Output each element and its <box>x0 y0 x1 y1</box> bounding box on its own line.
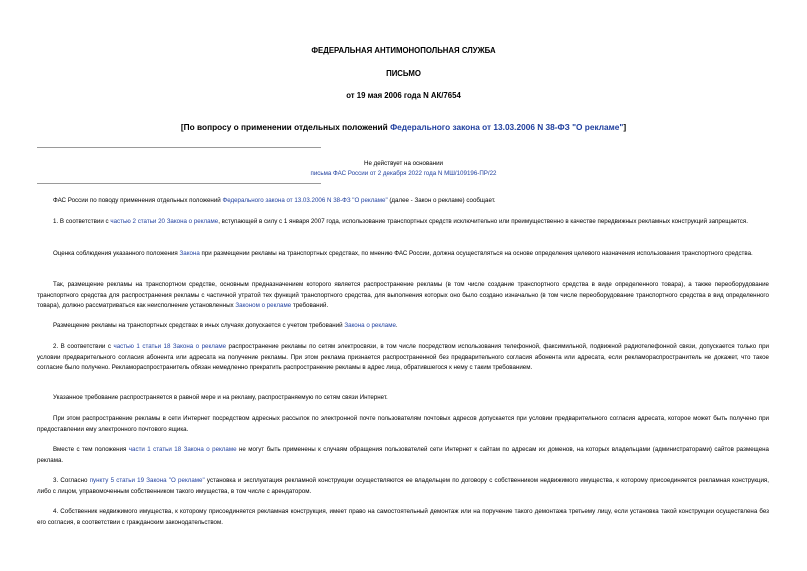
paragraph-2: Оценка соблюдения указанного положения Закона при размещении рекламы на транспортных средствах, по мнению ФАС России, должна осуществляться на основе определения целевого назначения использования транспортного средства. <box>53 250 753 257</box>
law-link[interactable]: Закона <box>179 250 200 257</box>
paragraph-6: Указанное требование распространяется в равной мере и на рекламу, распространяемую по сетям связи Интернет. <box>53 394 388 401</box>
repeal-letter-link[interactable]: письма ФАС России от 2 декабря 2022 года N МШ/109196-ПР/22 <box>310 170 497 177</box>
agency-title: ФЕДЕРАЛЬНАЯ АНТИМОНОПОЛЬНАЯ СЛУЖБА <box>311 46 496 55</box>
paragraph-1: 1. В соответствии с частью 2 статьи 20 Закона о рекламе, вступающей в силу с 1 января 2007 года, использование транспортных средств исключительно или преимущественно в качестве передвижных рекламных конструкций запрещается. <box>53 218 748 225</box>
divider-top <box>37 147 321 148</box>
status-note: Не действует на основании <box>364 160 443 167</box>
paragraph-5: 2. В соответствии с частью 1 статьи 18 Закона о рекламе распространение рекламы по сетям электросвязи, в том числе посредством использования телефонной, факсимильной, подвижной радиотелефонной связи, допускается только при условии предварительного согласия абонента или адресата на получение рекламы. При этом реклама признается распространенной без предварительного согласия абонента или адресата, если рекламораспространитель не докажет, что такое согласие было получено. Рекламораспространитель обязан немедленно прекратить распространение рекламы в адрес лица, обратившегося к нему с таким требованием. <box>37 343 769 371</box>
law-link[interactable]: Законом о рекламе <box>235 302 292 309</box>
paragraph-10: 4. Собственник недвижимого имущества, к которому присоединяется рекламная конструкция, имеет право на самостоятельный демонтаж или на поручение такого демонтажа третьему лицу, если установка такой конструкции осуществлена без его согласия, в соответствии с гражданским законодательством. <box>37 508 769 526</box>
law-link[interactable]: Закона о рекламе <box>344 322 396 329</box>
document-date: от 19 мая 2006 года N АК/7654 <box>346 91 461 100</box>
paragraph-4: Размещение рекламы на транспортных средствах в иных случаях допускается с учетом требований Закона о рекламе. <box>53 322 398 329</box>
federal-law-link[interactable]: Федерального закона от 13.03.2006 N 38-ФЗ "О рекламе" <box>390 122 624 132</box>
paragraph-intro: ФАС России по поводу применения отдельных положений Федерального закона от 13.03.2006 N 38-ФЗ "О рекламе" (далее - Закон о рекламе) сообщает. <box>53 197 496 204</box>
paragraph-9: 3. Согласно пункту 5 статьи 19 Закона "О рекламе" установка и эксплуатация рекламной конструкции осуществляются ее владельцем по договору с собственником недвижимого имущества, к которому присоединяется рекламная конструкция, либо с лицом, управомоченным собственником такого имущества, в том числе с арендатором. <box>37 477 769 495</box>
law-link[interactable]: части 1 статьи 18 Закона о рекламе <box>128 446 237 453</box>
paragraph-7: При этом распространение рекламы в сети Интернет посредством адресных рассылок по электронной почте пользователям почтовых адресов допускается при условии предварительного согласия адресата, которое может быть получено при предоставлении ему электронного почтового ящика. <box>37 415 769 433</box>
law-link[interactable]: частью 2 статьи 20 Закона о рекламе <box>110 218 219 225</box>
law-link[interactable]: частью 1 статьи 18 Закона о рекламе <box>113 343 227 350</box>
paragraph-8: Вместе с тем положения части 1 статьи 18 Закона о рекламе не могут быть применены к случаям обращения пользователей сети Интернет к сайтам по адресам их доменов, на которых владельцами (администраторами) сайтов размещена реклама. <box>37 446 769 464</box>
document-type: ПИСЬМО <box>386 69 421 78</box>
document-subject: [По вопросу о применении отдельных положений Федерального закона от 13.03.2006 N 38-ФЗ "О рекламе"] <box>180 122 627 132</box>
paragraph-3: Так, размещение рекламы на транспортном средстве, основным предназначением которого является распространение рекламы (в том числе создание транспортного средства в виде определенного товара), а также переоборудование транспортного средства для распространения рекламы с частичной утратой тех функций транспортного средства, для выполнения которых оно было создано изначально (в том числе переоборудование транспортного средства в вид определенного товара), должно рассматриваться как неисполнение установленных Законом о рекламе требований. <box>37 281 769 309</box>
divider-bottom <box>37 183 321 184</box>
law-link[interactable]: Федерального закона от 13.03.2006 N 38-ФЗ "О рекламе" <box>222 197 388 204</box>
law-link[interactable]: пункту 5 статьи 19 Закона "О рекламе" <box>89 477 205 484</box>
status-link-line <box>0 169 807 179</box>
